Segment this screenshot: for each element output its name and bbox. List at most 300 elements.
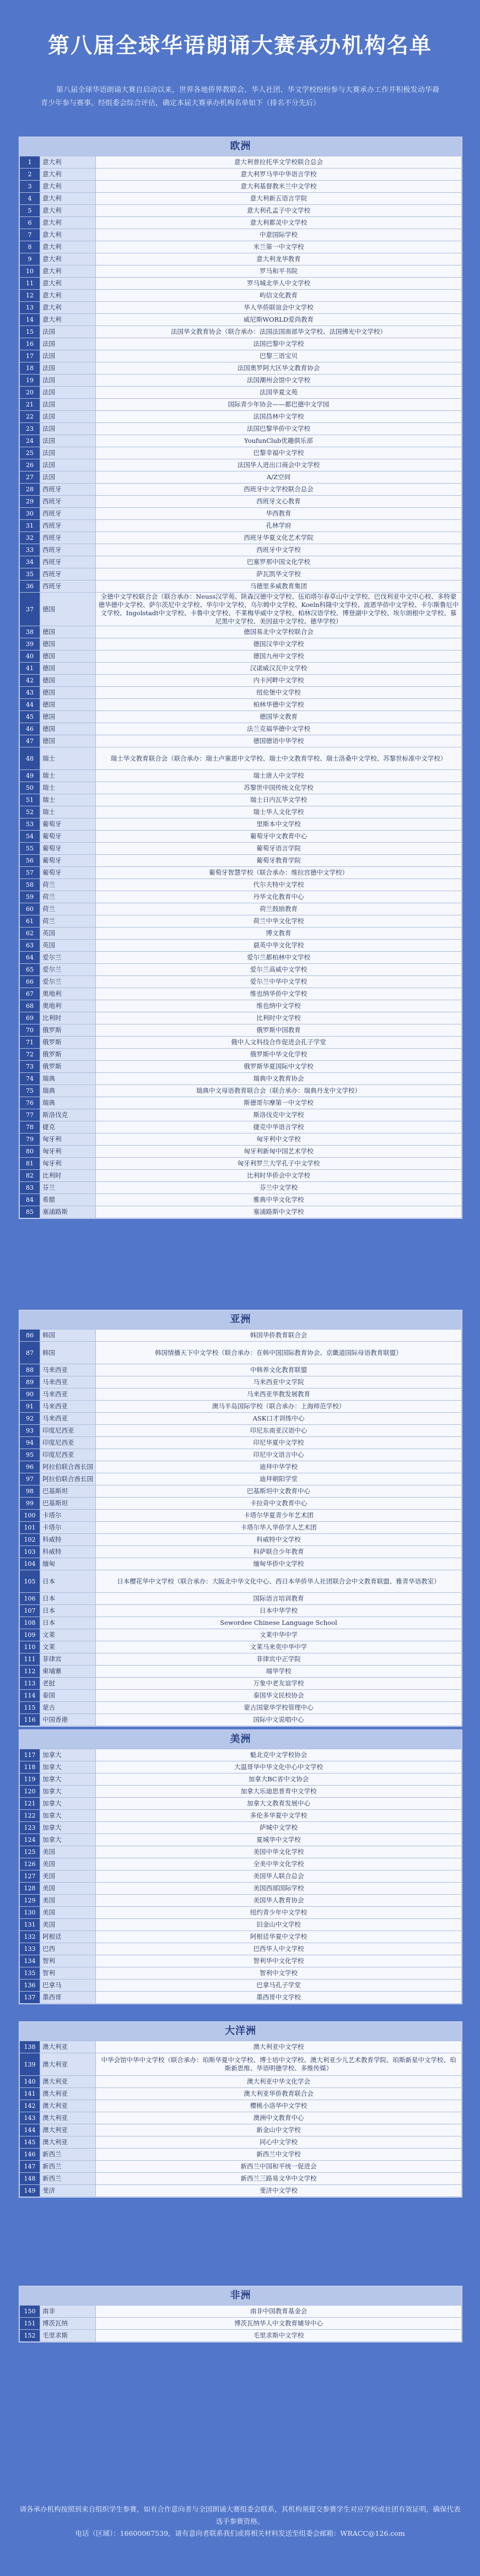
table-row bbox=[20, 1895, 462, 1907]
country-cell: 瑞士 bbox=[40, 747, 96, 770]
country-cell: 意大利 bbox=[40, 229, 96, 241]
country-cell: 加拿大 bbox=[40, 1822, 96, 1834]
institution-name: 瑞典中文教育协会 bbox=[96, 1073, 462, 1085]
country-cell: 毛里求斯 bbox=[40, 2330, 96, 2342]
country-cell: 法国 bbox=[40, 471, 96, 484]
row-number: 101 bbox=[20, 1522, 40, 1534]
country-cell: 智利 bbox=[40, 1955, 96, 1967]
row-number: 76 bbox=[20, 1097, 40, 1109]
country-cell: 俄罗斯 bbox=[40, 1024, 96, 1037]
country-cell: 美国 bbox=[40, 1907, 96, 1919]
institution-table bbox=[19, 1329, 462, 1726]
table-row bbox=[20, 1522, 462, 1534]
row-number: 47 bbox=[20, 735, 40, 747]
row-number: 40 bbox=[20, 650, 40, 663]
table-row bbox=[20, 1425, 462, 1437]
institution-name: 国际青少年协会——都巴德中文学园 bbox=[96, 399, 462, 411]
institution-name: 塞浦路斯中文学校 bbox=[96, 1206, 462, 1218]
institution-name: 澳大利亚中文学校 bbox=[96, 2041, 462, 2053]
institution-table bbox=[19, 156, 462, 1218]
row-number: 20 bbox=[20, 387, 40, 399]
table-row bbox=[20, 687, 462, 699]
row-number: 72 bbox=[20, 1049, 40, 1061]
table-row bbox=[20, 1534, 462, 1546]
row-number: 53 bbox=[20, 818, 40, 831]
country-cell: 俄罗斯 bbox=[40, 1061, 96, 1073]
row-number: 65 bbox=[20, 964, 40, 976]
country-cell: 法国 bbox=[40, 375, 96, 387]
row-number: 133 bbox=[20, 1943, 40, 1955]
table-row bbox=[20, 1049, 462, 1061]
country-cell: 瑞典 bbox=[40, 1097, 96, 1109]
table-row bbox=[20, 1449, 462, 1461]
country-cell: 奥地利 bbox=[40, 988, 96, 1000]
country-cell: 科威特 bbox=[40, 1534, 96, 1546]
institution-name: 瑞士唐人中文学校 bbox=[96, 770, 462, 782]
table-row bbox=[20, 1085, 462, 1097]
country-cell: 菲律宾 bbox=[40, 1653, 96, 1666]
country-cell: 缅甸 bbox=[40, 1558, 96, 1570]
row-number: 83 bbox=[20, 1182, 40, 1194]
institution-name: 魁北克中文学校协会 bbox=[96, 1749, 462, 1761]
row-number: 75 bbox=[20, 1085, 40, 1097]
row-number: 19 bbox=[20, 375, 40, 387]
table-row bbox=[20, 1653, 462, 1666]
table-row bbox=[20, 1510, 462, 1522]
row-number: 106 bbox=[20, 1593, 40, 1605]
country-cell: 意大利 bbox=[40, 241, 96, 253]
table-row bbox=[20, 928, 462, 940]
institution-name: 苏黎世中国传统文化学校 bbox=[96, 782, 462, 794]
country-cell: 德国 bbox=[40, 626, 96, 638]
row-number: 35 bbox=[20, 568, 40, 581]
country-cell: 斯洛伐克 bbox=[40, 1109, 96, 1121]
institution-name: 意大利普拉托华文学校联合总会 bbox=[96, 156, 462, 169]
country-cell: 老挝 bbox=[40, 1678, 96, 1690]
institution-name: 俄中人文科技合作促进会孔子学堂 bbox=[96, 1037, 462, 1049]
row-number: 139 bbox=[20, 2053, 40, 2076]
section-africa bbox=[19, 2286, 462, 2342]
row-number: 108 bbox=[20, 1617, 40, 1629]
row-number: 141 bbox=[20, 2088, 40, 2100]
institution-name: 西班牙中文学校 bbox=[96, 544, 462, 556]
table-row bbox=[20, 818, 462, 831]
table-row bbox=[20, 484, 462, 496]
row-number: 100 bbox=[20, 1510, 40, 1522]
country-cell: 爱尔兰 bbox=[40, 952, 96, 964]
row-number: 143 bbox=[20, 2112, 40, 2124]
row-number: 138 bbox=[20, 2041, 40, 2053]
table-row bbox=[20, 1182, 462, 1194]
section-title: 美洲 bbox=[19, 1730, 462, 1749]
row-number: 142 bbox=[20, 2100, 40, 2112]
institution-name: 美国中华文化学校 bbox=[96, 1846, 462, 1858]
institution-name: 瑞士日内瓦华文学校 bbox=[96, 794, 462, 806]
institution-name: 蒙古国蒙华学校管理中心 bbox=[96, 1702, 462, 1714]
row-number: 149 bbox=[20, 2185, 40, 2197]
table-row bbox=[20, 1158, 462, 1170]
country-cell: 澳大利亚 bbox=[40, 2041, 96, 2053]
country-cell: 俄罗斯 bbox=[40, 1049, 96, 1061]
table-row bbox=[20, 1992, 462, 2004]
row-number: 69 bbox=[20, 1012, 40, 1024]
institution-name: 西班牙中文学校联合总会 bbox=[96, 484, 462, 496]
table-row bbox=[20, 988, 462, 1000]
row-number: 30 bbox=[20, 508, 40, 520]
institution-name: 印尼华夏中文学校 bbox=[96, 1437, 462, 1449]
country-cell: 葡萄牙 bbox=[40, 818, 96, 831]
row-number: 128 bbox=[20, 1883, 40, 1895]
table-row bbox=[20, 1170, 462, 1182]
table-row bbox=[20, 1061, 462, 1073]
row-number: 17 bbox=[20, 350, 40, 362]
country-cell: 马来西亚 bbox=[40, 1389, 96, 1401]
row-number: 117 bbox=[20, 1749, 40, 1761]
country-cell: 卡塔尔 bbox=[40, 1510, 96, 1522]
section-title: 大洋洲 bbox=[19, 2022, 462, 2041]
table-row bbox=[20, 747, 462, 770]
row-number: 87 bbox=[20, 1342, 40, 1364]
row-number: 3 bbox=[20, 181, 40, 193]
country-cell: 法国 bbox=[40, 326, 96, 338]
institution-name: 国际中文说唱中心 bbox=[96, 1714, 462, 1726]
table-row bbox=[20, 459, 462, 471]
table-row bbox=[20, 193, 462, 205]
row-number: 84 bbox=[20, 1194, 40, 1206]
table-row bbox=[20, 229, 462, 241]
country-cell: 蒙古 bbox=[40, 1702, 96, 1714]
institution-name: 印尼中文语言中心 bbox=[96, 1449, 462, 1461]
institution-name: 维也纳中文学校 bbox=[96, 1000, 462, 1012]
row-number: 123 bbox=[20, 1822, 40, 1834]
row-number: 130 bbox=[20, 1907, 40, 1919]
row-number: 8 bbox=[20, 241, 40, 253]
institution-name: 德国汉华中文学校 bbox=[96, 638, 462, 650]
table-row bbox=[20, 1146, 462, 1158]
country-cell: 马来西亚 bbox=[40, 1376, 96, 1389]
country-cell: 美国 bbox=[40, 1895, 96, 1907]
country-cell: 文莱 bbox=[40, 1629, 96, 1641]
institution-name: 澳大利亚华侨教育联合会 bbox=[96, 2088, 462, 2100]
row-number: 39 bbox=[20, 638, 40, 650]
table-row bbox=[20, 940, 462, 952]
row-number: 13 bbox=[20, 302, 40, 314]
table-row bbox=[20, 1097, 462, 1109]
institution-table bbox=[19, 2041, 462, 2197]
table-row bbox=[20, 806, 462, 818]
country-cell: 意大利 bbox=[40, 290, 96, 302]
row-number: 36 bbox=[20, 581, 40, 593]
row-number: 27 bbox=[20, 471, 40, 484]
country-cell: 日本 bbox=[40, 1605, 96, 1617]
row-number: 124 bbox=[20, 1834, 40, 1846]
row-number: 37 bbox=[20, 593, 40, 626]
table-row bbox=[20, 265, 462, 278]
country-cell: 德国 bbox=[40, 593, 96, 626]
table-row bbox=[20, 1376, 462, 1389]
row-number: 126 bbox=[20, 1858, 40, 1870]
institution-table bbox=[19, 1749, 462, 2004]
institution-name: 比利时中文学校 bbox=[96, 1012, 462, 1024]
institution-name: 斯德哥尔摩第一中文学校 bbox=[96, 1097, 462, 1109]
country-cell: 南非 bbox=[40, 2306, 96, 2318]
table-row bbox=[20, 735, 462, 747]
row-number: 10 bbox=[20, 265, 40, 278]
table-row bbox=[20, 1342, 462, 1364]
row-number: 32 bbox=[20, 532, 40, 544]
institution-name: 卡拉奇中文教育中心 bbox=[96, 1498, 462, 1510]
institution-name: 俄罗斯华夏国际中文学校 bbox=[96, 1061, 462, 1073]
institution-name: 华西教育 bbox=[96, 508, 462, 520]
country-cell: 匈牙利 bbox=[40, 1146, 96, 1158]
row-number: 55 bbox=[20, 843, 40, 855]
row-number: 33 bbox=[20, 544, 40, 556]
table-row bbox=[20, 1401, 462, 1413]
table-row bbox=[20, 626, 462, 638]
country-cell: 意大利 bbox=[40, 265, 96, 278]
country-cell: 马来西亚 bbox=[40, 1364, 96, 1376]
table-row bbox=[20, 1558, 462, 1570]
row-number: 125 bbox=[20, 1846, 40, 1858]
row-number: 105 bbox=[20, 1570, 40, 1593]
country-cell: 葡萄牙 bbox=[40, 843, 96, 855]
row-number: 26 bbox=[20, 459, 40, 471]
table-row bbox=[20, 156, 462, 169]
table-row bbox=[20, 241, 462, 253]
table-row bbox=[20, 1012, 462, 1024]
institution-name: 里斯本中文学校 bbox=[96, 818, 462, 831]
table-row bbox=[20, 867, 462, 879]
institution-name: 万象中老友谊学校 bbox=[96, 1678, 462, 1690]
row-number: 16 bbox=[20, 338, 40, 350]
institution-name: 巴西华人中文学校 bbox=[96, 1943, 462, 1955]
row-number: 109 bbox=[20, 1629, 40, 1641]
institution-name: 新金山中文学校 bbox=[96, 2124, 462, 2136]
country-cell: 西班牙 bbox=[40, 532, 96, 544]
institution-name: 威尼斯WORLD爱尚教育 bbox=[96, 314, 462, 326]
row-number: 147 bbox=[20, 2161, 40, 2173]
institution-name: 瑞典中文母语教育联合会（联合承办：瑞典丹龙中文学校） bbox=[96, 1085, 462, 1097]
country-cell: 澳大利亚 bbox=[40, 2136, 96, 2149]
row-number: 50 bbox=[20, 782, 40, 794]
institution-name: 博文教育 bbox=[96, 928, 462, 940]
table-row bbox=[20, 2100, 462, 2112]
country-cell: 爱尔兰 bbox=[40, 964, 96, 976]
institution-name: 美国西部国际学校 bbox=[96, 1883, 462, 1895]
institution-name: 雅典中华文化学校 bbox=[96, 1194, 462, 1206]
row-number: 112 bbox=[20, 1666, 40, 1678]
table-row bbox=[20, 1870, 462, 1883]
table-row bbox=[20, 1907, 462, 1919]
table-row bbox=[20, 2136, 462, 2149]
table-row bbox=[20, 1330, 462, 1342]
table-row bbox=[20, 2041, 462, 2053]
section-americas bbox=[19, 1729, 462, 2004]
country-cell: 智利 bbox=[40, 1967, 96, 1980]
institution-name: 巴拿马孔子学堂 bbox=[96, 1980, 462, 1992]
table-row bbox=[20, 1437, 462, 1449]
table-row bbox=[20, 1761, 462, 1774]
row-number: 58 bbox=[20, 879, 40, 891]
country-cell: 比利时 bbox=[40, 1170, 96, 1182]
institution-name: 内卡河畔中文学校 bbox=[96, 675, 462, 687]
table-row bbox=[20, 532, 462, 544]
table-row bbox=[20, 976, 462, 988]
table-row bbox=[20, 1498, 462, 1510]
institution-name: 法国巴黎中文学校 bbox=[96, 338, 462, 350]
institution-name: 全德中文学校联合会（联合承办：Neuss汉学苑、陕森汉德中文学校、伍珀塔尔春草山中文学校、巴伐利亚中文中心校、多特蒙德华德中文学校、萨尔茨尼中文学校、华尔中文学校、乌尔姆中文学校、Koeln科隆中文学校、波恩华侨中文学校、卡尔斯鲁厄中文学校、Ingolstadt中文学校、卡鲁中文学校、不莱梅华威中文学校、柏林汉语学校、博登湖中文学校、埃尔朗根中文学校、慕尼黑中文学校、美因兹中文学校、德华学校） bbox=[96, 593, 462, 626]
institution-name: 代尔夫特中文学校 bbox=[96, 879, 462, 891]
institution-name: 旧金山中文学校 bbox=[96, 1919, 462, 1931]
institution-name: 马德里多威教育集团 bbox=[96, 581, 462, 593]
country-cell: 荷兰 bbox=[40, 903, 96, 915]
table-row bbox=[20, 1617, 462, 1629]
row-number: 34 bbox=[20, 556, 40, 568]
country-cell: 法国 bbox=[40, 350, 96, 362]
country-cell: 法国 bbox=[40, 423, 96, 435]
table-row bbox=[20, 1931, 462, 1943]
page-header bbox=[0, 0, 480, 117]
country-cell: 俄罗斯 bbox=[40, 1037, 96, 1049]
row-number: 129 bbox=[20, 1895, 40, 1907]
row-number: 22 bbox=[20, 411, 40, 423]
row-number: 14 bbox=[20, 314, 40, 326]
country-cell: 美国 bbox=[40, 1870, 96, 1883]
table-row bbox=[20, 181, 462, 193]
country-cell: 瑞士 bbox=[40, 794, 96, 806]
row-number: 90 bbox=[20, 1389, 40, 1401]
country-cell: 西班牙 bbox=[40, 508, 96, 520]
country-cell: 西班牙 bbox=[40, 520, 96, 532]
country-cell: 意大利 bbox=[40, 169, 96, 181]
table-row bbox=[20, 1967, 462, 1980]
row-number: 49 bbox=[20, 770, 40, 782]
country-cell: 新西兰 bbox=[40, 2149, 96, 2161]
country-cell: 巴基斯坦 bbox=[40, 1485, 96, 1498]
table-row bbox=[20, 544, 462, 556]
institution-name: 晨英中华文化学校 bbox=[96, 940, 462, 952]
institution-name: 意大利罗马华中华语言学校 bbox=[96, 169, 462, 181]
institution-name: 澳洲中文教育中心 bbox=[96, 2112, 462, 2124]
country-cell: 中国香港 bbox=[40, 1714, 96, 1726]
table-row bbox=[20, 831, 462, 843]
table-row bbox=[20, 2185, 462, 2197]
table-row bbox=[20, 1641, 462, 1653]
institution-name: 萨瓦凯华文学校 bbox=[96, 568, 462, 581]
country-cell: 加拿大 bbox=[40, 1810, 96, 1822]
row-number: 44 bbox=[20, 699, 40, 711]
country-cell: 印度尼西亚 bbox=[40, 1425, 96, 1437]
table-row bbox=[20, 1883, 462, 1895]
row-number: 132 bbox=[20, 1931, 40, 1943]
country-cell: 瑞典 bbox=[40, 1085, 96, 1097]
institution-name: 巴黎三语宝贝 bbox=[96, 350, 462, 362]
institution-name: 意大利孔孟子中文学校 bbox=[96, 205, 462, 217]
table-row bbox=[20, 1678, 462, 1690]
institution-name: 马来西亚中文学院 bbox=[96, 1376, 462, 1389]
institution-name: 爱尔兰中华中文学校 bbox=[96, 976, 462, 988]
country-cell: 科威特 bbox=[40, 1546, 96, 1558]
institution-name: 马来西亚华教发展教育 bbox=[96, 1389, 462, 1401]
country-cell: 阿根廷 bbox=[40, 1931, 96, 1943]
country-cell: 法国 bbox=[40, 447, 96, 459]
row-number: 6 bbox=[20, 217, 40, 229]
country-cell: 葡萄牙 bbox=[40, 867, 96, 879]
institution-name: 华人华侨联谊会中文学校 bbox=[96, 302, 462, 314]
row-number: 88 bbox=[20, 1364, 40, 1376]
institution-name: 同心中文学校 bbox=[96, 2136, 462, 2149]
institution-name: 美国华人联合总会 bbox=[96, 1870, 462, 1883]
institution-name: YoufunClub优趣俱乐部 bbox=[96, 435, 462, 447]
country-cell: 文莱 bbox=[40, 1641, 96, 1653]
institution-name: 大温哥华中华文化中心中文学校 bbox=[96, 1761, 462, 1774]
country-cell: 西班牙 bbox=[40, 556, 96, 568]
table-row bbox=[20, 471, 462, 484]
table-row bbox=[20, 387, 462, 399]
table-row bbox=[20, 435, 462, 447]
row-number: 23 bbox=[20, 423, 40, 435]
row-number: 120 bbox=[20, 1786, 40, 1798]
table-row bbox=[20, 1690, 462, 1702]
institution-name: 丹华文化教育中心 bbox=[96, 891, 462, 903]
institution-name: 孔林学府 bbox=[96, 520, 462, 532]
country-cell: 德国 bbox=[40, 675, 96, 687]
row-number: 2 bbox=[20, 169, 40, 181]
institution-table bbox=[19, 2305, 462, 2342]
country-cell: 瑞士 bbox=[40, 770, 96, 782]
country-cell: 法国 bbox=[40, 362, 96, 375]
row-number: 86 bbox=[20, 1330, 40, 1342]
institution-name: 澳马半岛国际学校（联合承办：上海师范学校） bbox=[96, 1401, 462, 1413]
row-number: 114 bbox=[20, 1690, 40, 1702]
row-number: 131 bbox=[20, 1919, 40, 1931]
country-cell: 西班牙 bbox=[40, 568, 96, 581]
country-cell: 西班牙 bbox=[40, 544, 96, 556]
country-cell: 加拿大 bbox=[40, 1834, 96, 1846]
table-row bbox=[20, 1702, 462, 1714]
table-row bbox=[20, 411, 462, 423]
row-number: 74 bbox=[20, 1073, 40, 1085]
row-number: 122 bbox=[20, 1810, 40, 1822]
footer-note bbox=[19, 2503, 461, 2540]
row-number: 146 bbox=[20, 2149, 40, 2161]
row-number: 148 bbox=[20, 2173, 40, 2185]
table-row bbox=[20, 399, 462, 411]
country-cell: 瑞士 bbox=[40, 806, 96, 818]
institution-name: 德国华文教育 bbox=[96, 711, 462, 723]
table-row bbox=[20, 205, 462, 217]
row-number: 150 bbox=[20, 2306, 40, 2318]
row-number: 107 bbox=[20, 1605, 40, 1617]
row-number: 1 bbox=[20, 156, 40, 169]
country-cell: 阿拉伯联合酋长国 bbox=[40, 1473, 96, 1485]
row-number: 63 bbox=[20, 940, 40, 952]
table-row bbox=[20, 1413, 462, 1425]
country-cell: 澳大利亚 bbox=[40, 2124, 96, 2136]
row-number: 12 bbox=[20, 290, 40, 302]
row-number: 98 bbox=[20, 1485, 40, 1498]
table-row bbox=[20, 638, 462, 650]
table-row bbox=[20, 1485, 462, 1498]
table-row bbox=[20, 1605, 462, 1617]
row-number: 71 bbox=[20, 1037, 40, 1049]
country-cell: 荷兰 bbox=[40, 879, 96, 891]
country-cell: 澳大利亚 bbox=[40, 2076, 96, 2088]
institution-name: 全美中华文化学校 bbox=[96, 1858, 462, 1870]
row-number: 92 bbox=[20, 1413, 40, 1425]
table-row bbox=[20, 915, 462, 928]
row-number: 79 bbox=[20, 1134, 40, 1146]
